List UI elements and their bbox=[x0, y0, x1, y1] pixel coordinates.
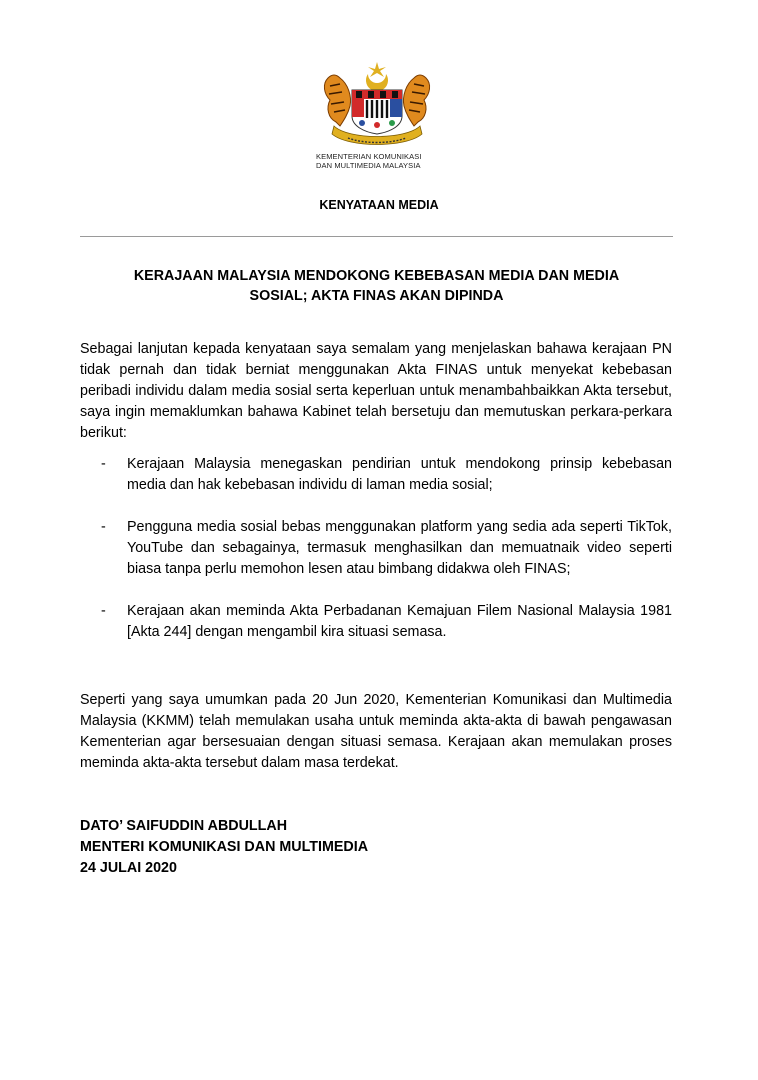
list-item-text: Kerajaan akan meminda Akta Perbadanan Kemajuan Filem Nasional Malaysia 1981 [Akta 244] dengan mengambil kira situasi semasa. bbox=[127, 603, 672, 640]
statement-date: 24 JULAI 2020 bbox=[80, 860, 177, 876]
headline-line1: KERAJAAN MALAYSIA MENDOKONG KEBEBASAN MEDIA DAN MEDIA bbox=[133, 268, 620, 284]
ministry-name-line2: DAN MULTIMEDIA MALAYSIA bbox=[316, 161, 421, 170]
list-item-text: Pengguna media sosial bebas menggunakan platform yang sedia ada seperti TikTok, YouTube dan sebagainya, termasuk menghasilkan dan memuatnaik video seperti biasa tanpa perlu memohon lesen atau bimbang didakwa oleh FINAS; bbox=[127, 519, 672, 577]
ministry-name bbox=[316, 152, 456, 170]
list-item-text: Kerajaan Malaysia menegaskan pendirian untuk mendokong prinsip kebebasan media dan hak kebebasan individu di laman media sosial; bbox=[127, 456, 672, 493]
page-title bbox=[80, 266, 673, 306]
bullet-marker: - bbox=[101, 456, 106, 472]
signature-block bbox=[80, 816, 368, 879]
bullet-marker: - bbox=[101, 603, 106, 619]
ministry-name-line1: KEMENTERIAN KOMUNIKASI bbox=[316, 152, 422, 161]
malaysia-coat-of-arms-icon bbox=[318, 60, 436, 150]
bullet-marker: - bbox=[101, 519, 106, 535]
closing-paragraph: Seperti yang saya umumkan pada 20 Jun 2020, Kementerian Komunikasi dan Multimedia Malaysia (KKMM) telah memulakan usaha untuk meminda akta-akta di bawah pengawasan Kementerian agar bersesuaian dengan situasi semasa. Kerajaan akan memulakan proses meminda akta-akta tersebut dalam masa terdekat. bbox=[80, 692, 672, 771]
divider bbox=[80, 236, 673, 237]
signatory-name: DATO’ SAIFUDDIN ABDULLAH bbox=[80, 818, 288, 834]
headline-line2: SOSIAL; AKTA FINAS AKAN DIPINDA bbox=[249, 288, 504, 304]
list-item bbox=[80, 601, 672, 643]
list-item bbox=[80, 454, 672, 496]
signatory-title: MENTERI KOMUNIKASI DAN MULTIMEDIA bbox=[80, 839, 369, 855]
intro-paragraph: Sebagai lanjutan kepada kenyataan saya semalam yang menjelaskan bahawa kerajaan PN tidak pernah dan tidak berniat menggunakan Akta FINAS untuk menyekat kebebasan peribadi individu dalam media sosial serta keperluan untuk menambahbaikkan Akta tersebut, saya ingin memaklumkan bahawa Kabinet telah bersetuju dan memutuskan perkara-perkara berikut: bbox=[80, 341, 672, 441]
document-label: KENYATAAN MEDIA bbox=[319, 198, 439, 212]
decision-list bbox=[80, 454, 672, 664]
list-item bbox=[80, 517, 672, 580]
